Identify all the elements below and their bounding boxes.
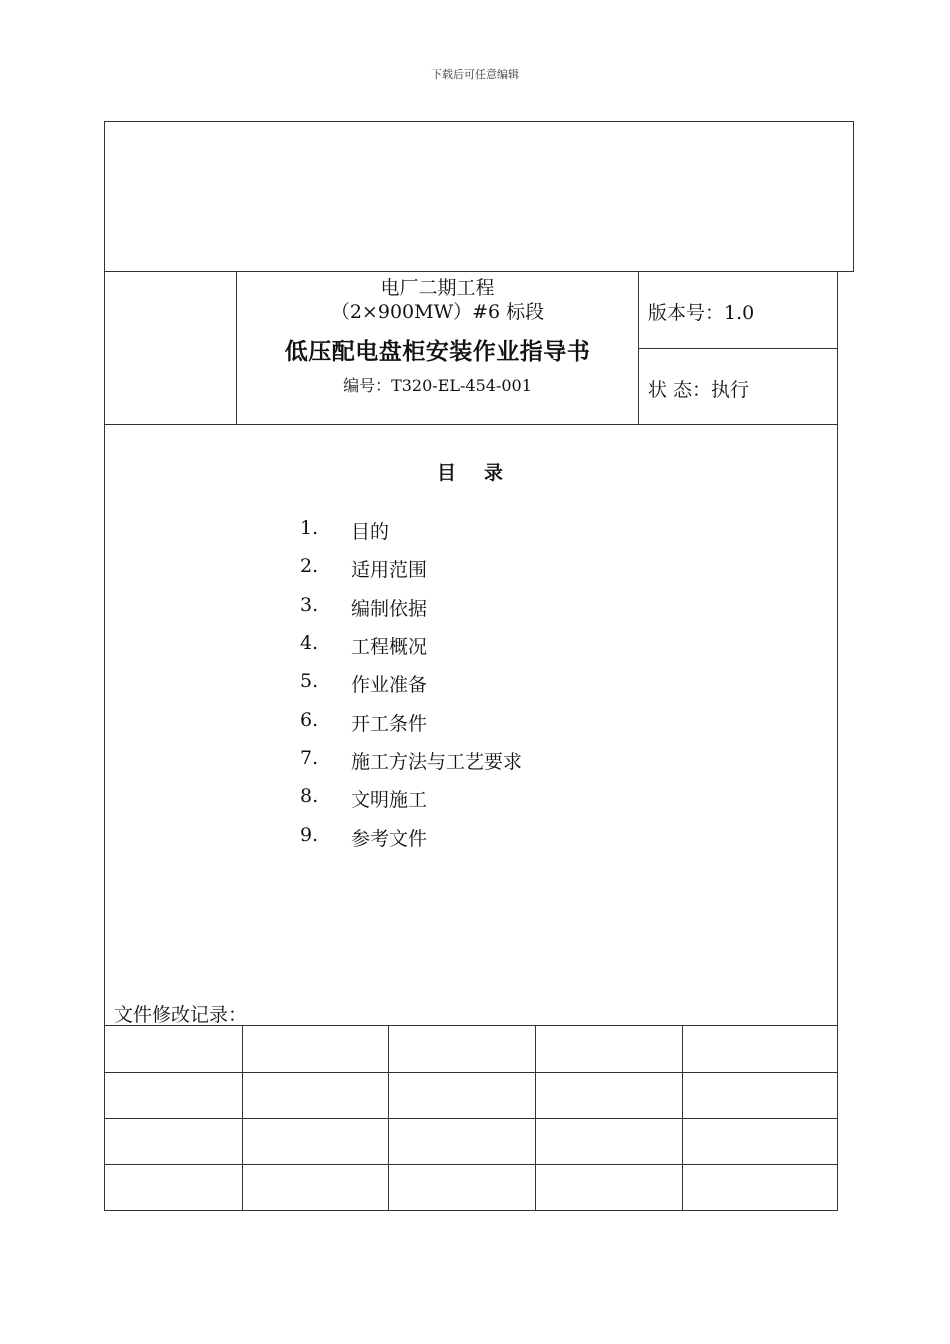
revision-grid-column-line — [682, 1025, 683, 1211]
version-number: 版本号：1.0 — [648, 302, 755, 324]
toc-item-number: 4. — [300, 632, 319, 654]
document-status: 状 态：执行 — [648, 379, 750, 401]
toc-item — [300, 709, 700, 739]
toc-item — [300, 670, 700, 700]
revision-grid-line — [104, 1164, 838, 1165]
toc-item-number: 2. — [300, 555, 319, 577]
toc-item-text: 参考文件 — [351, 828, 428, 850]
document-number: 编号：T320-EL-454-001 — [343, 376, 532, 395]
toc-item-number: 8. — [300, 785, 319, 807]
revision-record-label: 文件修改记录： — [114, 1004, 248, 1026]
watermark-text: 下载后可任意编辑 — [431, 68, 519, 81]
toc-item-text: 目的 — [351, 521, 390, 543]
top-blank-box — [104, 121, 854, 272]
project-name: 电厂二期工程 — [380, 277, 495, 299]
toc-item-text: 作业准备 — [351, 674, 428, 696]
toc-item-number: 7. — [300, 747, 319, 769]
document-title: 低压配电盘柜安装作业指导书 — [284, 338, 591, 365]
main-frame — [104, 271, 838, 1211]
toc-item — [300, 594, 700, 624]
toc-item — [300, 632, 700, 662]
toc-title: 目录 — [436, 462, 531, 484]
revision-grid-line — [104, 1025, 838, 1026]
toc-item-number: 9. — [300, 824, 319, 846]
toc-item-text: 编制依据 — [351, 598, 428, 620]
version-status-divider — [638, 348, 838, 349]
toc-item — [300, 824, 700, 854]
section-name: （2×900MW）#6 标段 — [330, 301, 545, 323]
revision-grid-column-line — [388, 1025, 389, 1211]
toc-item-number: 6. — [300, 709, 319, 731]
revision-grid-line — [104, 1072, 838, 1073]
revision-grid-column-line — [535, 1025, 536, 1211]
toc-item-text: 文明施工 — [351, 789, 428, 811]
toc-item-text: 开工条件 — [351, 713, 428, 735]
revision-grid-column-line — [242, 1025, 243, 1211]
toc-item — [300, 517, 700, 547]
toc-item-number: 3. — [300, 594, 319, 616]
header-bottom-line — [104, 424, 838, 425]
toc-item — [300, 555, 700, 585]
revision-grid-line — [104, 1118, 838, 1119]
toc-item-number: 1. — [300, 517, 319, 539]
toc-item — [300, 785, 700, 815]
toc-item-text: 适用范围 — [351, 559, 428, 581]
toc-item — [300, 747, 700, 777]
toc-item-number: 5. — [300, 670, 319, 692]
toc-item-text: 施工方法与工艺要求 — [351, 751, 523, 773]
toc-item-text: 工程概况 — [351, 636, 428, 658]
